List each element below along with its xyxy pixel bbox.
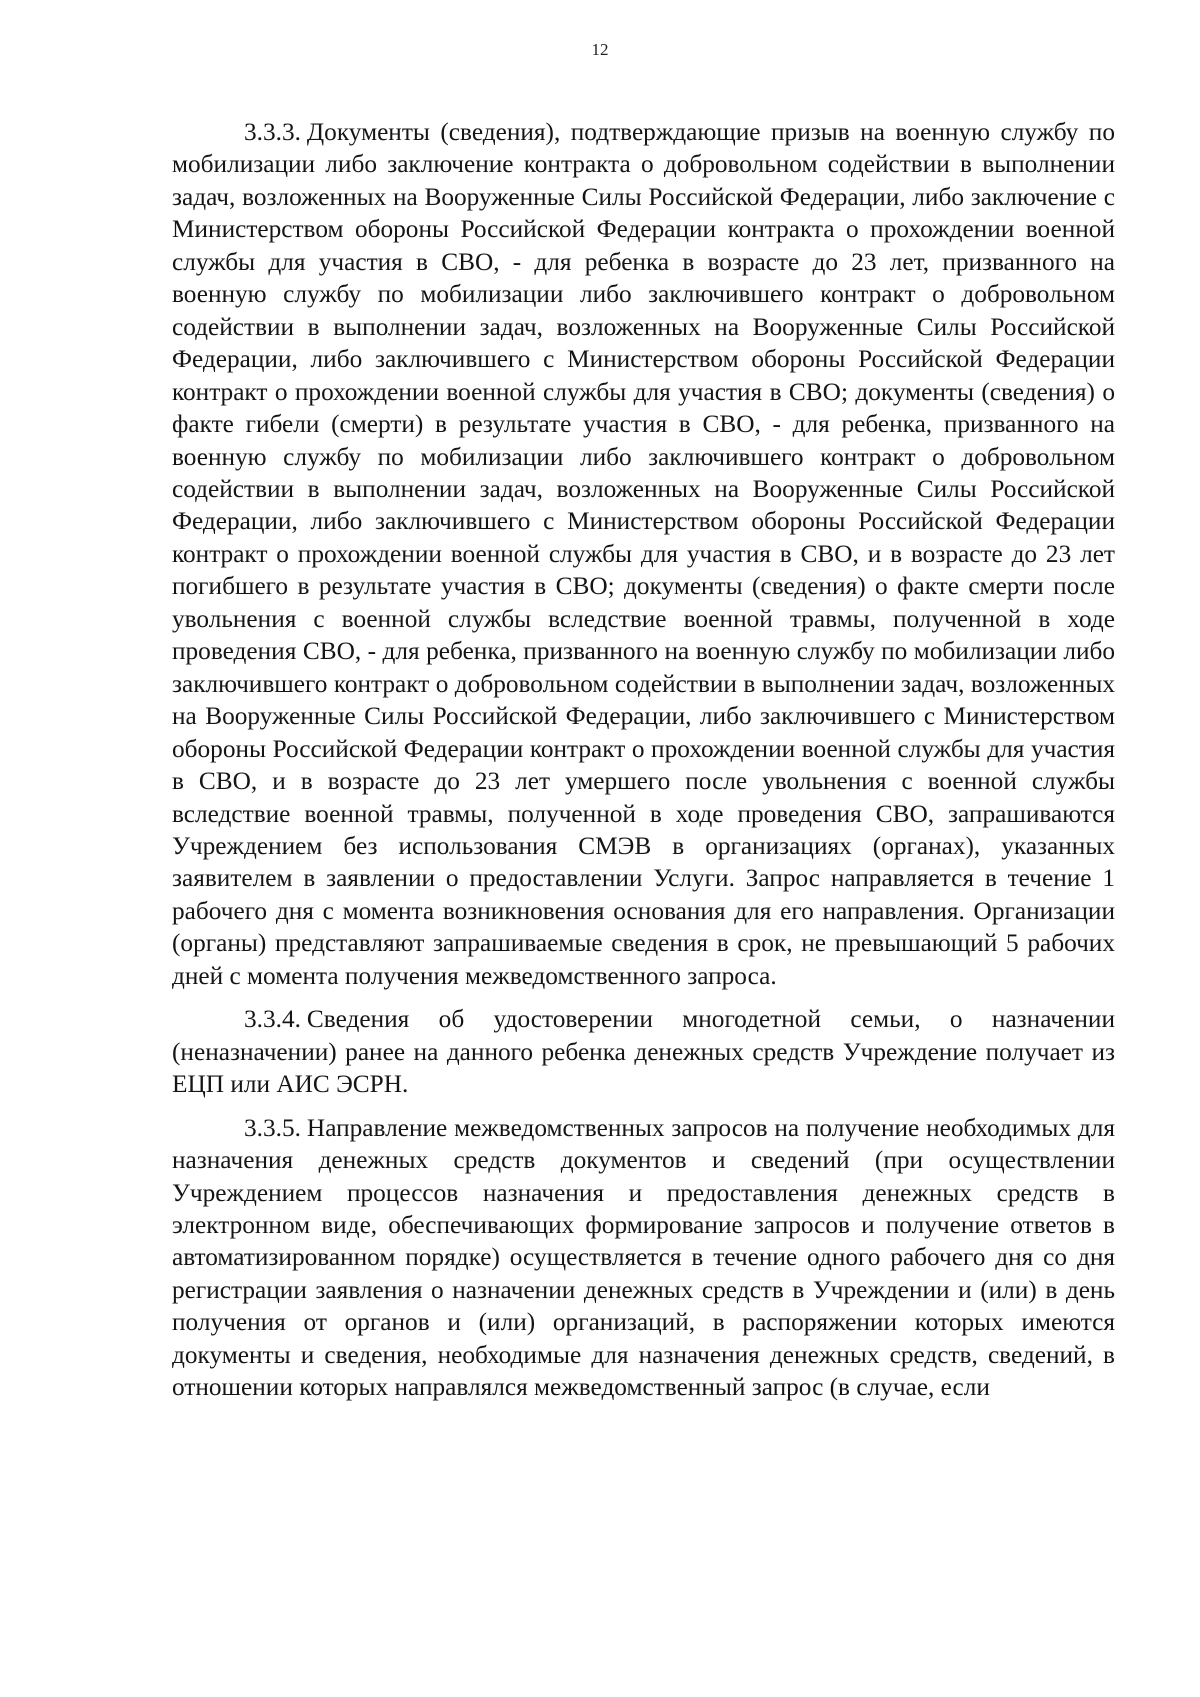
paragraph-3-3-3 <box>172 116 1115 992</box>
paragraph-3-3-4 <box>172 1003 1115 1100</box>
clause-text: Сведения об удостоверении многодетной семьи, о назначении (неназначении) ранее на данного ребенка денежных средств Учреждение получает из ЕЦП или АИС ЭСРН. <box>172 1005 1115 1099</box>
clause-number: 3.3.4. <box>244 1005 301 1034</box>
clause-number: 3.3.5. <box>244 1113 301 1142</box>
page-number: 12 <box>591 40 609 59</box>
clause-number: 3.3.3. <box>244 118 301 146</box>
clause-text: Документы (сведения), подтверждающие призыв на военную службу по мобилизации либо заключение контракта о добровольном содействии в выполнении задач, возложенных на Вооруженные Силы Российской Федерации, либо заключение с Министерством обороны Российской Федерации контракта о прохождении военной службы для участия в СВО, - для ребенка в возрасте до 23 лет, призванного на военную службу по мобилизации либо заключившего контракт о добровольном содействии в выполнении задач, возложенных на Вооруженные Силы Российской Федерации, либо заключившего с Министерством обороны Российской Федерации контракт о прохождении военной службы для участия в СВО; документы (сведения) о факте гибели (смерти) в результате участия в СВО, - для ребенка, призванного на военную службу по мобилизации либо заключившего контракт о добровольном содействии в выполнении задач, возложенных на Вооруженные Силы Российской Федерации, либо заключившего с Министерством обороны Российской Федерации контракт о прохождении военной службы для участия в СВО, и в возрасте до 23 лет погибшего в результате участия в СВО; документы (сведения) о факте смерти после увольнения с военной службы вследствие военной травмы, полученной в ходе проведения СВО, - для ребенка, призванного на военную службу по мобилизации либо заключившего контракт о добровольном содействии в выполнении задач, возложенных на Вооруженные Силы Российской Федерации, либо заключившего с Министерством обороны Российской Федерации контракт о прохождении военной службы для участия в СВО, и в возрасте до 23 лет умершего после увольнения с военной службы вследствие военной травмы, полученной в ходе проведения СВО, запрашиваются Учреждением без использования СМЭВ в организациях (органах), указанных заявителем в заявлении о предоставлении Услуги. Запрос направляется в течение 1 рабочего дня с момента возникновения основания для его направления. Организации (органы) представляют запрашиваемые сведения в срок, не превышающий 5 рабочих дней с момента получения межведомственного запроса. <box>172 118 1115 990</box>
paragraph-3-3-5 <box>172 1112 1115 1404</box>
clause-text: Направление межведомственных запросов на получение необходимых для назначения денежных средств документов и сведений (при осуществлении Учреждением процессов назначения и предоставления денежных средств в электронном виде, обеспечивающих формирование запросов и получение ответов в автоматизированном порядке) осуществляется в течение одного рабочего дня со дня регистрации заявления о назначении денежных средств в Учреждении и (или) в день получения от органов и (или) организаций, в распоряжении которых имеются документы и сведения, необходимые для назначения денежных средств, сведений, в отношении которых направлялся межведомственный запрос (в случае, если <box>172 1113 1115 1402</box>
document-body <box>172 116 1115 1415</box>
